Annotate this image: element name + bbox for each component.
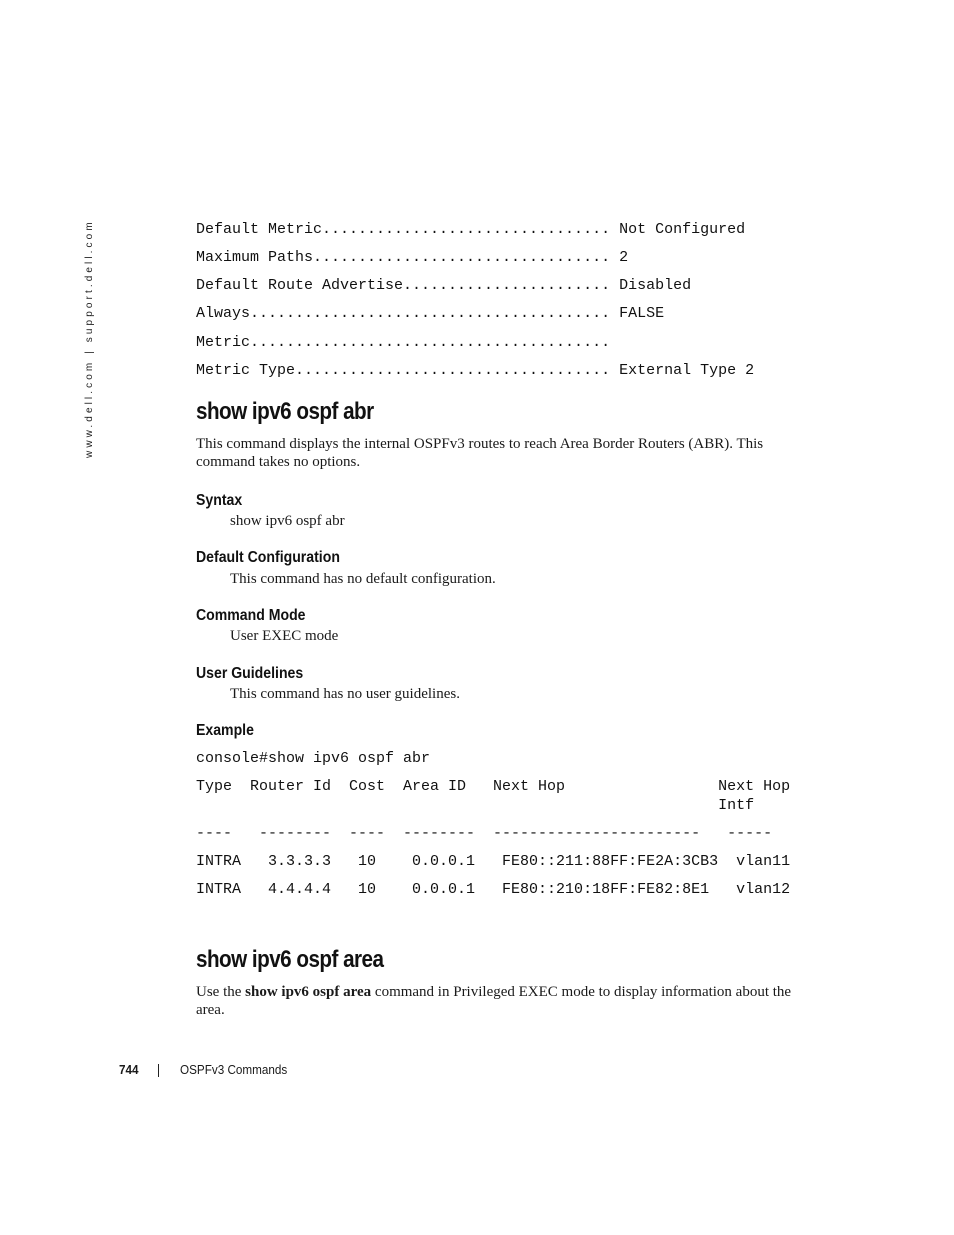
example-command: console#show ipv6 ospf abr [196, 750, 431, 767]
area-desc-command: show ipv6 ospf area [245, 984, 372, 1000]
footer-divider [158, 1064, 159, 1077]
page-number: 744 [119, 1062, 139, 1077]
side-url-text: www.dell.com | support.dell.com [84, 219, 95, 458]
table-separator: ---- -------- ---- -------- ----------------------- ----- [196, 825, 773, 842]
output-line: Always........................................ FALSE [196, 305, 665, 322]
area-description [196, 983, 818, 1019]
section-title-abr: show ipv6 ospf abr [196, 398, 374, 425]
user-guidelines-text: This command has no user guidelines. [230, 686, 460, 702]
default-config-heading: Default Configuration [196, 549, 340, 566]
command-mode-text: User EXEC mode [230, 628, 339, 644]
syntax-text: show ipv6 ospf abr [230, 513, 345, 529]
area-desc-before: Use the [196, 984, 246, 1000]
table-row: INTRA 4.4.4.4 10 0.0.0.1 FE80::210:18FF:FE82:8E1 vlan12 [196, 881, 791, 898]
output-line: Default Metric................................ Not Configured [196, 221, 746, 238]
table-row: INTRA 3.3.3.3 10 0.0.0.1 FE80::211:88FF:FE2A:3CB3 vlan11 [196, 853, 791, 870]
output-line: Metric........................................ [196, 334, 611, 351]
output-line: Maximum Paths................................. 2 [196, 249, 629, 266]
default-config-text: This command has no default configuration. [230, 571, 496, 587]
user-guidelines-heading: User Guidelines [196, 665, 304, 682]
example-heading: Example [196, 722, 254, 739]
table-header: Type Router Id Cost Area ID Next Hop Next Hop [196, 778, 791, 795]
output-line: Metric Type................................... External Type 2 [196, 362, 755, 379]
abr-description: This command displays the internal OSPFv3 routes to reach Area Border Routers (ABR). This command takes no options. [196, 436, 764, 470]
footer-chapter-title: OSPFv3 Commands [180, 1062, 288, 1077]
table-header: Intf [196, 797, 755, 814]
syntax-heading: Syntax [196, 492, 243, 509]
area-desc-after: command in Privileged EXEC mode to display information about the area. [196, 984, 792, 1018]
output-line: Default Route Advertise....................... Disabled [196, 277, 692, 294]
command-mode-heading: Command Mode [196, 607, 306, 624]
section-title-area: show ipv6 ospf area [196, 946, 384, 973]
